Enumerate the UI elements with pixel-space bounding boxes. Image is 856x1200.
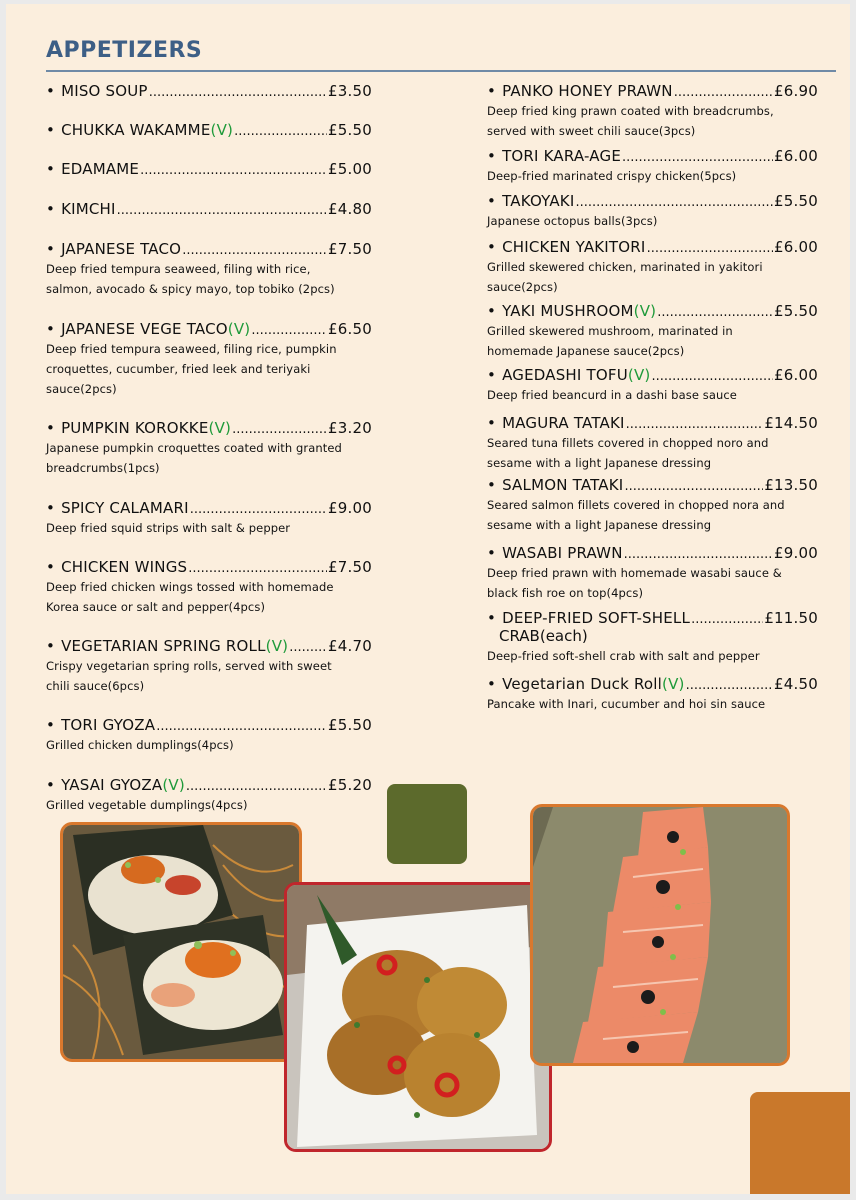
menu-item-name: EDAMAME [61,160,140,178]
bullet-icon: • [487,82,497,100]
menu-item [487,544,818,603]
menu-item-description: Deep-fried soft-shell crab with salt and pepper [487,649,760,663]
dot-leader [624,547,773,562]
menu-item-price: £6.50 [328,320,372,338]
dot-leader [289,640,327,655]
menu-item-price: £9.00 [774,544,818,562]
dot-leader [647,241,773,256]
bullet-icon: • [487,476,497,494]
dot-leader [624,479,763,494]
menu-item-line [487,366,818,384]
section-title: APPETIZERS [46,38,203,63]
dot-leader [657,305,773,320]
menu-item-line [487,238,818,256]
bullet-icon: • [487,366,497,384]
menu-item-description: Deep fried tempura seaweed, filing rice, pumpkin croquettes, cucumber, fried leek and teriyaki sauce(2pcs) [46,342,337,396]
menu-item [487,238,818,297]
vegetarian-mark: (V) [210,121,234,139]
vegetarian-mark: (V) [633,302,657,320]
menu-item-description: Deep fried beancurd in a dashi base sauce [487,388,737,402]
bullet-icon: • [487,609,497,627]
menu-item-price: £3.20 [328,419,372,437]
menu-item-name: KIMCHI [61,200,116,218]
menu-item [46,160,372,178]
menu-item-description: Seared tuna fillets covered in chopped noro and sesame with a light Japanese dressing [487,436,769,470]
dot-leader [651,369,773,384]
menu-item-line [487,675,818,693]
menu-item-line [46,200,372,218]
menu-item-price: £11.50 [764,609,818,627]
menu-item-line [46,558,372,576]
menu-item-name: VEGETARIAN SPRING ROLL [61,637,266,655]
menu-item-name: JAPANESE TACO [61,240,182,258]
menu-item-line [46,121,372,139]
menu-item-name-continued: CRAB(each) [499,627,588,645]
menu-item-price: £5.00 [328,160,372,178]
menu-item-name: CHICKEN YAKITORI [502,238,646,256]
vegetarian-mark: (V) [662,675,685,693]
menu-item-name: DEEP-FRIED SOFT-SHELL [502,609,691,627]
menu-item [487,476,818,535]
bullet-icon: • [46,776,56,794]
dot-leader [156,719,327,734]
bullet-icon: • [46,160,56,178]
bullet-icon: • [487,192,497,210]
dot-leader [251,323,327,338]
menu-item-line [46,716,372,734]
menu-item-price: £6.00 [774,366,818,384]
menu-item-name: SALMON TATAKI [502,476,624,494]
menu-item-line [487,192,818,210]
taco-image [63,825,299,1059]
menu-item-line [487,82,818,100]
menu-item-description: Grilled vegetable dumplings(4pcs) [46,798,248,812]
title-divider [46,70,836,72]
dot-leader [622,150,773,165]
menu-item [46,776,372,815]
menu-item-price: £6.90 [774,82,818,100]
menu-item-line [46,499,372,517]
bullet-icon: • [46,419,56,437]
menu-item-name: CHICKEN WINGS [61,558,188,576]
dot-leader [182,243,327,258]
salmon-tataki-image [533,807,787,1063]
menu-item [46,637,372,696]
menu-item-description: Deep fried chicken wings tossed with homemade Korea sauce or salt and pepper(4pcs) [46,580,334,614]
menu-item-description: Deep fried king prawn coated with breadcrumbs, served with sweet chili sauce(3pcs) [487,104,774,138]
menu-item-price: £5.50 [774,192,818,210]
menu-item-name: TORI GYOZA [61,716,156,734]
menu-item-name: PANKO HONEY PRAWN [502,82,673,100]
dot-leader [232,422,327,437]
bullet-icon: • [487,238,497,256]
bullet-icon: • [46,200,56,218]
menu-item-description: Crispy vegetarian spring rolls, served with sweet chili sauce(6pcs) [46,659,332,693]
menu-item-line [487,147,818,165]
bullet-icon: • [46,240,56,258]
decorative-olive-block [387,784,467,864]
menu-item [46,716,372,755]
menu-item-line [487,609,818,627]
menu-item [487,675,818,714]
menu-item [46,558,372,617]
menu-item-price: £7.50 [328,240,372,258]
menu-item-line [487,414,818,432]
menu-item-name: SPICY CALAMARI [61,499,189,517]
bullet-icon: • [487,147,497,165]
menu-item-name: YASAI GYOZA [61,776,163,794]
bullet-icon: • [46,558,56,576]
bullet-icon: • [487,544,497,562]
dot-leader [186,779,327,794]
menu-item-price: £5.50 [328,121,372,139]
bullet-icon: • [487,414,497,432]
menu-item-description: Japanese pumpkin croquettes coated with granted breadcrumbs(1pcs) [46,441,342,475]
menu-item-price: £9.00 [328,499,372,517]
vegetarian-mark: (V) [265,637,289,655]
menu-item [487,192,818,231]
bullet-icon: • [487,302,497,320]
menu-item-price: £4.50 [774,675,818,693]
menu-item-description: Japanese octopus balls(3pcs) [487,214,658,228]
menu-item-description: Deep fried squid strips with salt & pepper [46,521,291,535]
menu-item [46,82,372,100]
menu-item [487,609,818,666]
salmon-tataki-photo [530,804,790,1066]
chicken-wings-image [287,885,549,1149]
menu-item-description: Grilled skewered chicken, marinated in yakitori sauce(2pcs) [487,260,763,294]
menu-item-price: £4.80 [328,200,372,218]
menu-item-line [487,476,818,494]
menu-item-price: £4.70 [328,637,372,655]
menu-item-description: Deep fried tempura seaweed, filing with rice, salmon, avocado & spicy mayo, top tobiko (2pcs) [46,262,335,296]
menu-item-line [46,160,372,178]
dot-leader [188,561,327,576]
menu-item-description: Grilled skewered mushroom, marinated in homemade Japanese sauce(2pcs) [487,324,733,358]
menu-item-price: £6.00 [774,147,818,165]
menu-item-name: PUMPKIN KOROKKE [61,419,209,437]
menu-item-price: £6.00 [774,238,818,256]
menu-item-description: Deep-fried marinated crispy chicken(5pcs) [487,169,737,183]
menu-item [487,147,818,186]
decorative-orange-block [750,1092,850,1194]
menu-item-price: £3.50 [328,82,372,100]
dot-leader [117,203,327,218]
menu-item-name: Vegetarian Duck Roll [502,675,663,693]
menu-item-price: £7.50 [328,558,372,576]
menu-item-description: Seared salmon fillets covered in chopped nora and sesame with a light Japanese dressing [487,498,785,532]
menu-item [46,240,372,299]
menu-item-name: WASABI PRAWN [502,544,623,562]
menu-item-line [46,320,372,338]
menu-item [46,320,372,399]
menu-item-line [46,419,372,437]
menu-item [487,82,818,141]
menu-item-price: £13.50 [764,476,818,494]
menu-item-name: JAPANESE VEGE TACO [61,320,228,338]
menu-item-price: £5.20 [328,776,372,794]
bullet-icon: • [46,637,56,655]
menu-item [487,414,818,473]
bullet-icon: • [46,320,56,338]
menu-item-description: Deep fried prawn with homemade wasabi sauce & black fish roe on top(4pcs) [487,566,782,600]
menu-item [46,419,372,478]
menu-item-line [46,240,372,258]
menu-item-price: £5.50 [774,302,818,320]
dot-leader [674,85,773,100]
dot-leader [686,678,773,693]
menu-item-name: AGEDASHI TOFU [502,366,628,384]
chicken-wings-photo [284,882,552,1152]
dot-leader [234,124,327,139]
menu-item [46,121,372,139]
dot-leader [691,612,763,627]
vegetarian-mark: (V) [227,320,251,338]
menu-item-line [487,302,818,320]
menu-item-line [46,637,372,655]
bullet-icon: • [46,121,56,139]
menu-item-name: CHUKKA WAKAMME [61,121,211,139]
menu-item-line [46,82,372,100]
menu-item-price: £5.50 [328,716,372,734]
dot-leader [626,417,764,432]
menu-item-line [46,776,372,794]
menu-item-line [487,544,818,562]
dot-leader [190,502,327,517]
bullet-icon: • [46,499,56,517]
menu-page [6,4,850,1194]
menu-item [46,499,372,538]
bullet-icon: • [487,675,497,693]
menu-item [487,302,818,361]
dot-leader [140,163,327,178]
dot-leader [149,85,327,100]
menu-item-name: MISO SOUP [61,82,148,100]
menu-item [487,366,818,405]
bullet-icon: • [46,82,56,100]
japanese-taco-photo [60,822,302,1062]
menu-item-name: MAGURA TATAKI [502,414,625,432]
vegetarian-mark: (V) [627,366,651,384]
vegetarian-mark: (V) [162,776,185,794]
menu-item-price: £14.50 [764,414,818,432]
menu-item-name: TAKOYAKI [502,192,575,210]
menu-item-name: TORI KARA-AGE [502,147,622,165]
menu-item-name: YAKI MUSHROOM [502,302,634,320]
menu-item [46,200,372,218]
bullet-icon: • [46,716,56,734]
menu-item-description: Grilled chicken dumplings(4pcs) [46,738,234,752]
menu-item-description: Pancake with Inari, cucumber and hoi sin sauce [487,697,766,711]
vegetarian-mark: (V) [208,419,232,437]
dot-leader [575,195,773,210]
